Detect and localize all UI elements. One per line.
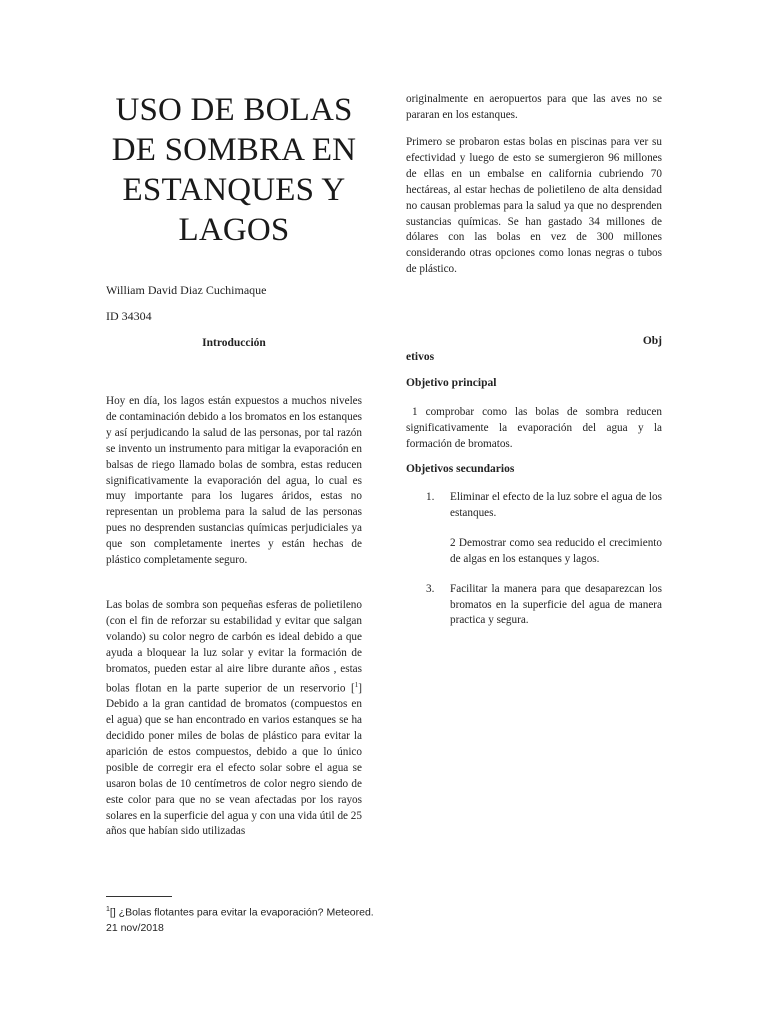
list-item-text: Eliminar el efecto de la luz sobre el agua de los estanques. — [450, 491, 662, 519]
list-item — [406, 490, 662, 522]
list-item — [406, 582, 662, 630]
intro-paragraph-2 — [106, 598, 362, 840]
right-continuation-text: originalmente en aeropuertos para que las aves no se pararan en los estanques. — [406, 93, 662, 121]
secondary-objectives-heading: Objetivos secundarios — [406, 463, 515, 475]
objectives-heading-part2: etivos — [406, 351, 435, 363]
list-item-text: Facilitar la manera para que desaparezcan los bromatos en la superficie del agua de manera practica y segura. — [450, 582, 662, 627]
list-item — [406, 536, 662, 568]
main-objective-text: 1 comprobar como las bolas de sombra reducen significativamente la evaporación del agua y la formación de bromatos. — [406, 406, 662, 450]
main-objective-heading: Objetivo principal — [406, 377, 497, 389]
objectives-heading-part1: Obj — [642, 335, 662, 347]
author-name: William David Diaz Cuchimaque — [106, 283, 267, 297]
intro-paragraph-1: Hoy en día, los lagos están expuestos a muchos niveles de contaminación debido a los bromatos en los estanques y así perjudicando la salud de las personas, por tal razón se invento un instrumento para mitigar la evaporación en balsas de riego llamado bolas de sombra, estas reducen significativamente la evaporación del agua, lo cual es muy importante para los lugares áridos, estas no representan un problema para la salud de las personas pues no desprenden sustancias químicas perjudiciales ya que son completamente inertes y están hechas de plástico completamente seguro. — [106, 395, 363, 567]
footnote-text: [] ¿Bolas flotantes para evitar la evaporación? Meteored. 21 nov/2018 — [106, 906, 374, 934]
student-id: ID 34304 — [106, 309, 152, 323]
footnote-reference[interactable]: 1 — [354, 680, 359, 689]
secondary-objectives-list — [406, 490, 662, 629]
list-item-text: 2 Demostrar como sea reducido el crecimiento de algas en los estanques y lagos. — [450, 536, 662, 565]
intro-paragraph-2-text-b: ] Debido a la gran cantidad de bromatos (compuestos en el agua) que se han encontrado en varios estanques se ha decidido poner miles de bolas de plástico para evitar la aparición de estos compuestos, debido a que lo único posible de corregir era el efecto solar sobre el agua se usaron bolas de 10 centímetros de color negro siendo de este color para que no se vean afectadas por los rayos solares en la superficie del agua y con una vida útil de 25 años que habían sido utilizadas — [106, 682, 362, 838]
right-paragraph: Primero se probaron estas bolas en piscinas para ver su efectividad y luego de esto se sumergieron 96 millones de ellas en un embalse en california cubriendo 70 hectáreas, al estar hechas de polietileno de alta densidad no causan problemas para la salud ya que no desprenden sustancias químicas. Se han gastado 34 millones de dólares con las bolas en vez de 300 millones considerando otras opciones como lonas negras o tubos de plástico. — [406, 136, 662, 276]
list-item-number: 1. — [426, 491, 435, 503]
footnote-mark: 1 — [106, 906, 110, 913]
intro-heading: Introducción — [202, 337, 266, 349]
list-item-number: 3. — [426, 582, 435, 595]
document-title: USO DE BOLAS DE SOMBRA EN ESTANQUES Y LAGOS — [111, 92, 357, 248]
intro-paragraph-2-text-a: Las bolas de sombra son pequeñas esferas de polietileno (con el fin de reforzar su estabilidad y evitar que salgan volando) su color negro de carbón es ideal debido a que ayuda a bloquear la luz solar y evitar la formación de bromatos, pueden estar al aire libre durante años , estas bolas flotan en la parte superior de un reservorio [ — [106, 599, 362, 695]
footnote — [106, 902, 376, 937]
list-item-number — [406, 536, 450, 568]
footnote-divider — [106, 896, 172, 897]
